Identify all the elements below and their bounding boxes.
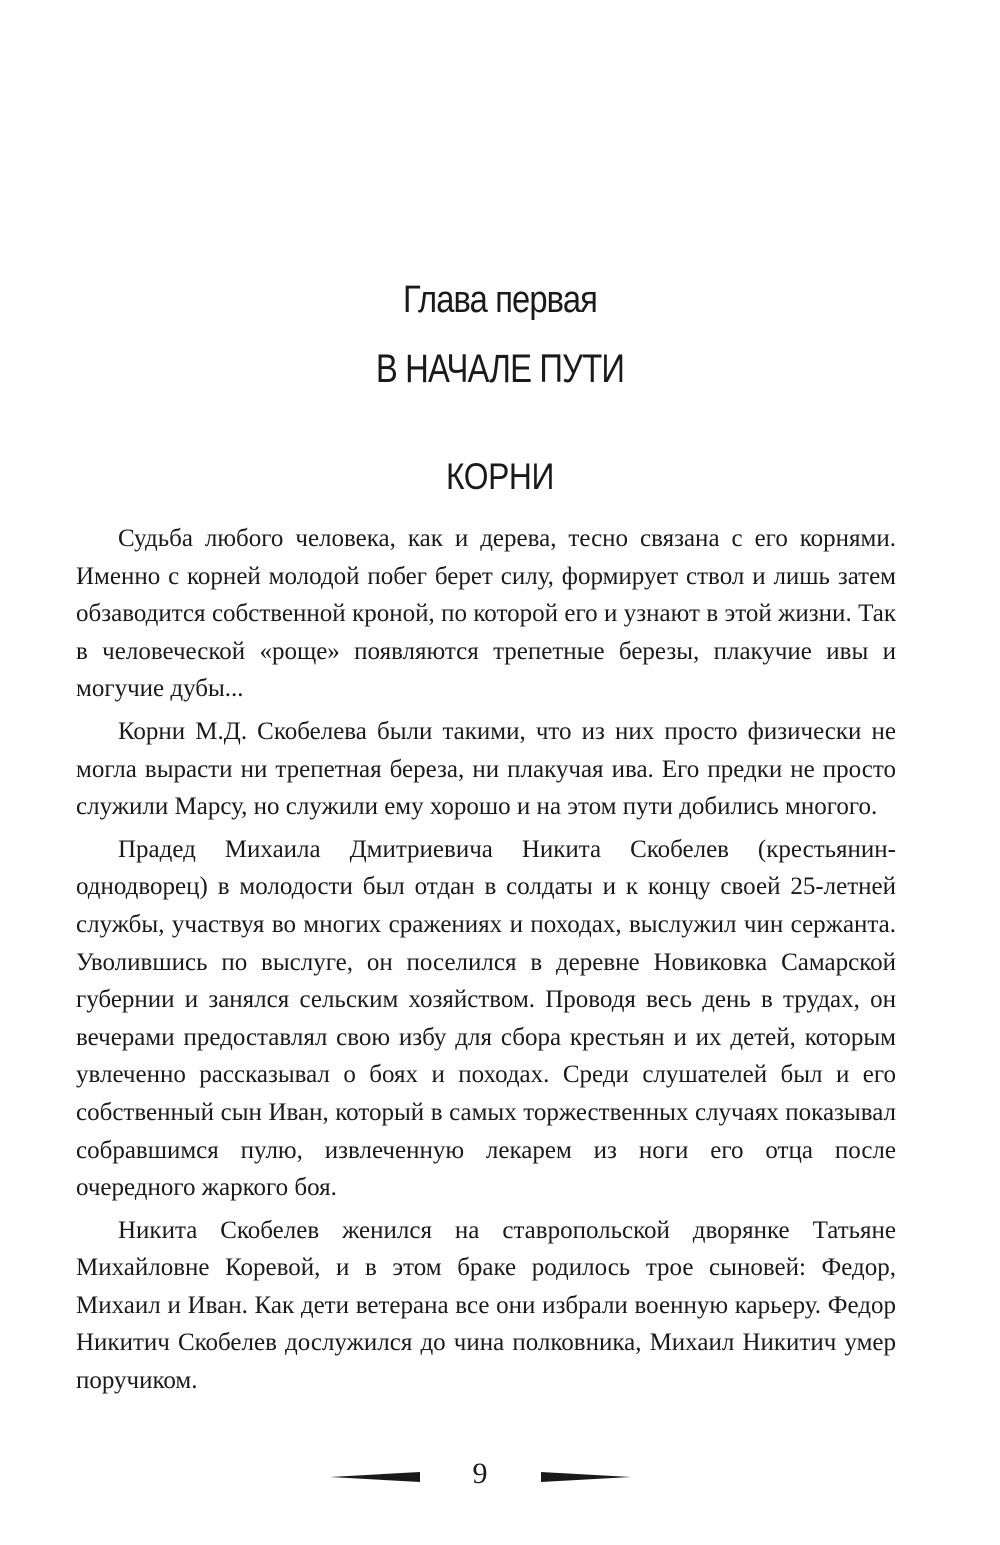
right-ornament-icon	[541, 1472, 631, 1482]
chapter-title: В НАЧАЛЕ ПУТИ	[375, 347, 625, 391]
paragraph: Судьба любого человека, как и дерева, тесно связана с его корнями. Именно с корней молодой побег берет силу, формирует ствол и лишь затем обзаводится собственной кроной, по которой его и узнают в этой жизни. Так в человеческой «роще» появляются трепетные березы, плакучие ивы и могучие дубы...	[76, 525, 896, 703]
paragraph: Корни М.Д. Скобелева были такими, что из них просто физически не могла вырасти ни трепетная береза, ни плакучая ива. Его предки не просто служили Марсу, но служили ему хорошо и на этом пути добились многого.	[76, 717, 896, 821]
left-ornament-icon	[330, 1472, 420, 1482]
section-title: КОРНИ	[446, 456, 554, 497]
page-number: 9	[472, 1457, 488, 1490]
paragraph: Никита Скобелев женился на ставропольской дворянке Татьяне Михайловне Коревой, и в этом браке родилось трое сыновей: Федор, Михаил и Иван. Как дети ветерана все они избрали военную карьеру. Федор Никитич Скобелев дослужился до чина полковника, Михаил Никитич умер поручиком.	[76, 1216, 896, 1395]
chapter-label: Глава первая	[403, 279, 597, 321]
page-footer	[0, 1452, 1000, 1502]
body-text	[76, 520, 896, 1405]
paragraph: Прадед Михаила Дмитриевича Никита Скобелев (крестьянин-однодворец) в молодости был отдан в солдаты и к концу своей 25-летней службы, участвуя во многих сражениях и походах, выслужил чин сержанта. Уволившись по выслуге, он поселился в деревне Новиковка Самарской губернии и занялся сельским хозяйством. Проводя весь день в трудах, он вечерами предоставлял свою избу для сбора крестьян и их детей, которым увлеченно рассказывал о боях и походах. Среди слушателей был и его собственный сын Иван, который в самых торжественных случаях показывал собравшимся пулю, извлеченную лекарем из ноги его отца после очередного жаркого боя.	[76, 835, 896, 1202]
